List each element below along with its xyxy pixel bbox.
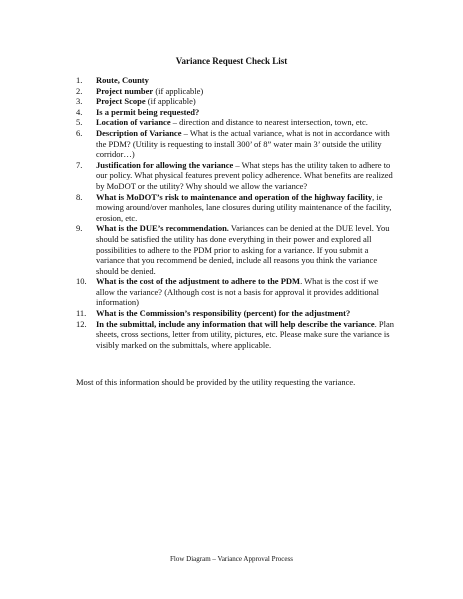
item-number: 12. — [76, 318, 87, 329]
checklist-item — [76, 75, 396, 86]
item-number: 10. — [76, 276, 87, 287]
item-text: – What is the actual variance, what is not in accordance with the PDM? (Utility is requesting to install 300’ of 8” water main 3’ outside the utility corridor…) — [96, 127, 390, 160]
checklist-item — [76, 128, 396, 160]
checklist — [76, 75, 396, 350]
item-heading: What is the cost of the adjustment to adhere to the PDM — [96, 276, 301, 287]
checklist-item — [76, 192, 396, 224]
page-title: Variance Request Check List — [175, 56, 288, 66]
item-heading: What is MoDOT’s risk to maintenance and operation of the highway facility — [96, 191, 373, 202]
checklist-item — [76, 160, 396, 192]
item-heading: Project Scope — [96, 96, 146, 107]
item-text: – direction and distance to nearest intersection, town, etc. — [170, 117, 368, 128]
item-text: (if applicable) — [145, 96, 196, 107]
item-number: 11. — [76, 308, 87, 319]
item-number: 2. — [76, 85, 83, 96]
item-heading: Justification for allowing the variance — [96, 159, 234, 170]
item-heading: Is a permit being requested? — [96, 106, 200, 117]
item-text: . Plan sheets, cross sections, letter from utility, pictures, etc. Please make sure the variance is visibly marked on the submittals, where applicable. — [96, 318, 394, 350]
item-heading: Project number — [96, 85, 154, 96]
item-number: 1. — [76, 75, 83, 85]
item-text: (if applicable) — [153, 85, 204, 96]
page-footer: Flow Diagram – Variance Approval Process — [170, 555, 293, 563]
item-heading: In the submittal, include any information that will help describe the variance — [96, 318, 375, 329]
checklist-item — [76, 223, 396, 276]
item-text: – What steps has the utility taken to adhere to our policy. What physical features prevent policy adherence. What benefits are realized by MoDOT or the utility? Why should we allow the variance? — [96, 159, 393, 191]
item-number: 6. — [76, 127, 83, 138]
item-number: 9. — [76, 223, 83, 234]
checklist-item — [76, 107, 396, 118]
checklist-item — [76, 319, 396, 351]
checklist-item — [76, 117, 396, 128]
item-text: Variances can be denied at the DUE level. You should be satisfied the utility has done everything in their power and explored all possibilities to adhere to the PDM prior to asking for a variance. If you submit a variance that you recommend be denied, include all reasons you think the variance should be denied. — [96, 223, 390, 276]
item-number: 4. — [76, 106, 83, 117]
item-text: , ie mowing around/over manholes, lane closures during utility maintenance of the facility, erosion, etc. — [96, 191, 392, 223]
item-heading: Location of variance — [96, 117, 171, 128]
checklist-item — [76, 308, 396, 319]
checklist-item — [76, 276, 396, 308]
checklist-item — [76, 96, 396, 107]
item-heading: Description of Variance — [96, 127, 182, 138]
item-number: 3. — [76, 96, 83, 107]
item-number: 7. — [76, 159, 83, 170]
item-heading: What is the Commission’s responsibility (percent) for the adjustment? — [96, 308, 351, 319]
item-text: . What is the cost if we allow the variance? (Although cost is not a basis for approval it provides additional information) — [96, 276, 380, 308]
closing-note: Most of this information should be provided by the utility requesting the variance. — [76, 377, 356, 387]
checklist-item — [76, 86, 396, 97]
item-heading: Route, County — [96, 75, 149, 85]
item-number: 5. — [76, 117, 83, 128]
item-heading: What is the DUE’s recommendation. — [96, 223, 229, 234]
item-number: 8. — [76, 191, 83, 202]
